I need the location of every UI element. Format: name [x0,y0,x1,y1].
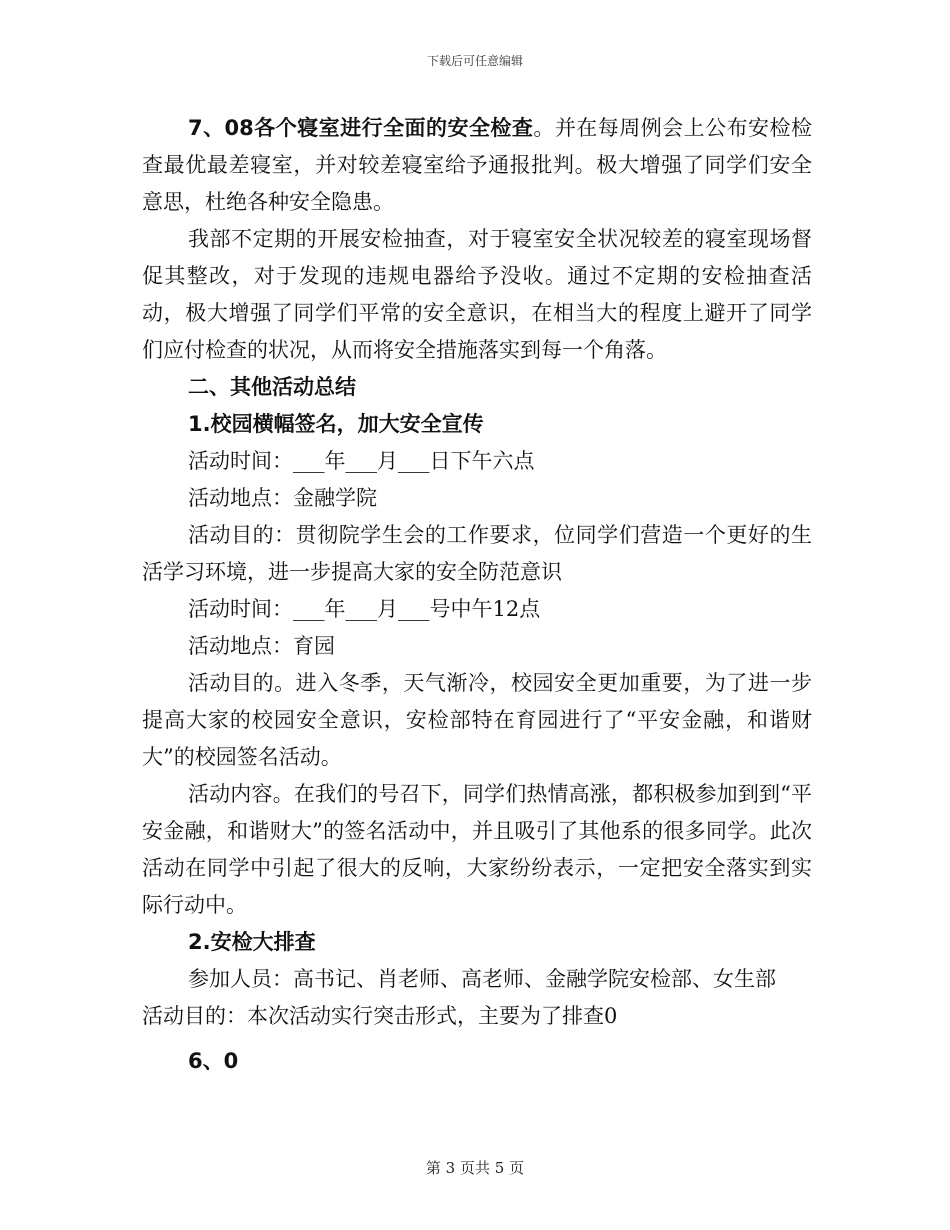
paragraph-dorm-inspection-rest: 。并在每周例会上公布安检检查最优最差寝室，并对较差寝室给予通报批判。极大增强了同学们安全意思，杜绝各种安全隐患。 [142,116,812,214]
paragraph-spot-checks: 我部不定期的开展安检抽查，对于寝室安全状况较差的寝室现场督促其整改，对于发现的违规电器给予没收。通过不定期的安检抽查活动，极大增强了同学们平常的安全意识，在相当大的程度上避开了同学们应付检查的状况，从而将安全措施落实到每一个角落。 [142,227,812,362]
activity-content-2: 活动内容。在我们的号召下，同学们热情高涨，都积极参加到到“平安金融，和谐财大”的签名活动中，并且吸引了其他系的很多同学。此次活动在同学中引起了很大的反响，大家纷纷表示，一定把安全落实到实际行动中。 [142,782,812,917]
activity-goal-1: 活动目的：贯彻院学生会的工作要求，位同学们营造一个更好的生活学习环境，进一步提高大家的安全防范意识 [142,523,812,584]
activity-goal-2: 活动目的。进入冬季，天气渐冷，校园安全更加重要，为了进一步提高大家的校园安全意识，安检部特在育园进行了“平安金融，和谐财大”的校园签名活动。 [142,671,812,769]
document-body [142,110,812,1080]
item-heading-safety-inspection: 2.安检大排查 [188,930,316,954]
activity-place-1: 活动地点：金融学院 [188,486,377,510]
item-heading-banner-signing: 1.校园横幅签名，加大安全宣传 [188,412,484,436]
section-heading-other-activities: 二、其他活动总结 [188,375,356,399]
activity-goal-3: 活动目的：本次活动实行突击形式，主要为了排查0 [142,1004,618,1028]
page-header: 下载后可任意编辑 [426,54,523,68]
paragraph-dorm-inspection-bold: 7、08各个寝室进行全面的安全检查 [188,116,534,140]
activity-time-2: 活动时间：___年___月___号中午12点 [188,597,541,621]
item-heading-last: 6、0 [188,1049,239,1073]
paragraph-dorm-inspection [142,110,812,221]
participants-line: 参加人员：高书记、肖老师、高老师、金融学院安检部、女生部 [188,967,776,991]
page-footer: 第 3 页共 5 页 [425,1159,525,1177]
activity-place-2: 活动地点：育园 [188,634,335,658]
activity-time-1: 活动时间：___年___月___日下午六点 [188,449,535,473]
